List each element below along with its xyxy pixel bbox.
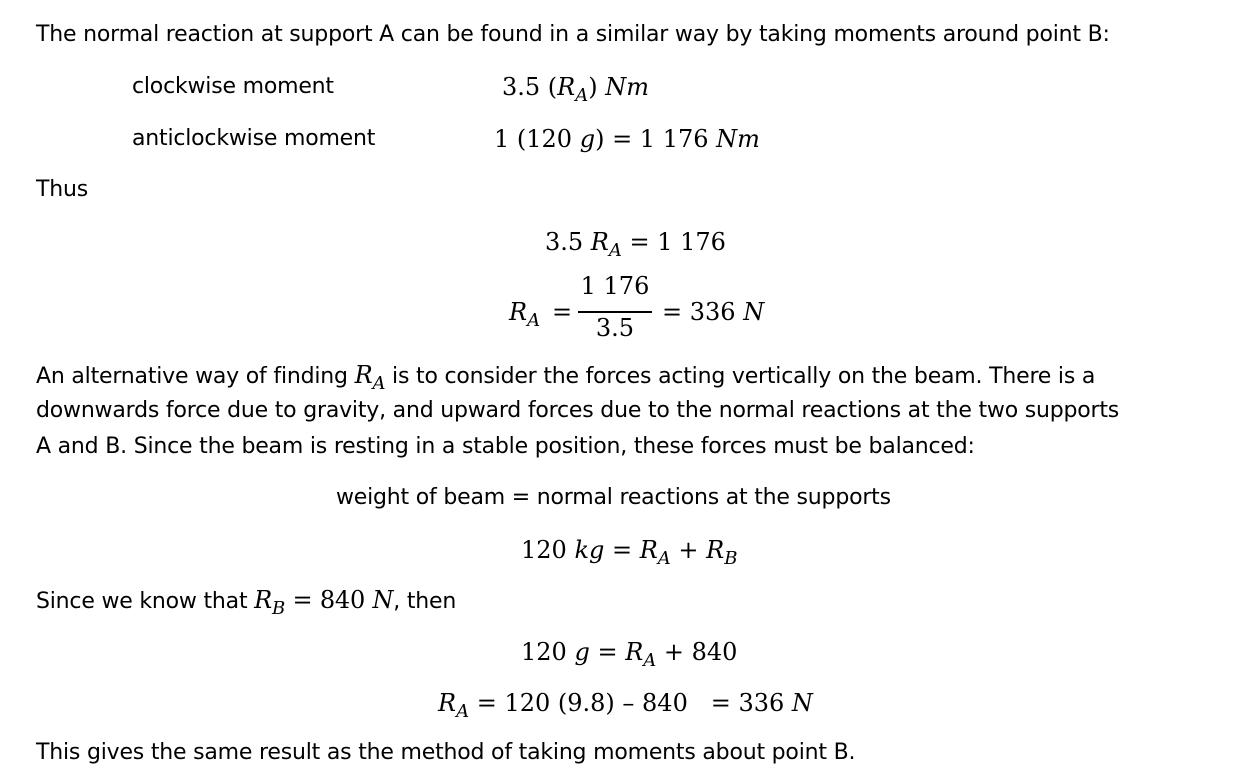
- equals-sign: =: [552, 298, 573, 326]
- equation-ra-final: $R_A = 120$ (9.8) – 840 = 336 N: [438, 689, 813, 722]
- fraction-denominator: 3.5: [595, 314, 635, 342]
- equation-ra-substitution: 120 $g = R_A + 840$: [521, 638, 738, 671]
- anticlockwise-label: anticlockwise moment: [132, 126, 376, 151]
- conclusion-text: This gives the same result as the method of taking moments about point B.: [36, 740, 856, 765]
- equation-ra-result: = 336 N: [662, 298, 765, 326]
- alt-paragraph-line-2: downwards force due to gravity, and upward forces due to the normal reactions at the two supports: [36, 398, 1120, 423]
- clockwise-expression: 3.5 $(R_A)$ Nm: [502, 73, 650, 106]
- since-line: Since we know that $R_B = 840$ N, then: [36, 586, 457, 619]
- alt-paragraph-line-3: A and B. Since the beam is resting in a stable position, these forces must be balanced:: [36, 434, 975, 459]
- fraction-numerator: 1 176: [580, 272, 650, 300]
- anticlockwise-expression: 1 (120 g) = 1 176 Nm: [494, 125, 760, 153]
- equation-weight-balance: 120 kg = $R_A + R_B$: [521, 536, 738, 569]
- equation-moment-balance: 3.5 $R_A = 1$ 176: [545, 228, 726, 261]
- thus-text: Thus: [36, 177, 88, 202]
- fraction-bar: [578, 311, 652, 313]
- clockwise-label: clockwise moment: [132, 74, 334, 99]
- alt-paragraph-line-1: An alternative way of finding $R_A$ is to consider the forces acting vertically on the beam. There is a: [36, 361, 1096, 394]
- fraction: [578, 272, 652, 346]
- equation-ra-lhs: $R_A$: [509, 298, 541, 331]
- intro-text: The normal reaction at support A can be found in a similar way by taking moments around point B:: [36, 22, 1110, 47]
- balance-statement: weight of beam = normal reactions at the supports: [336, 485, 891, 510]
